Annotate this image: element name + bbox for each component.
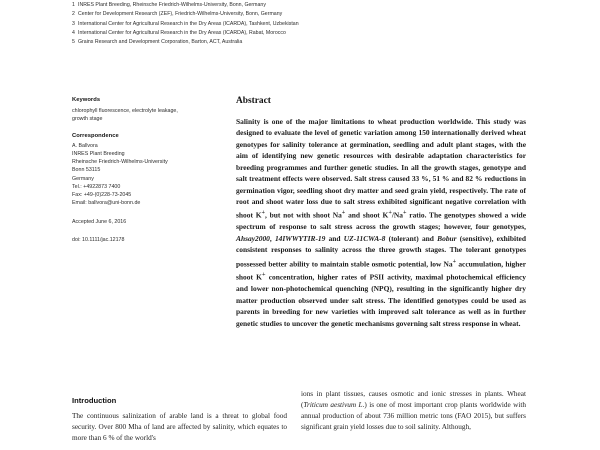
introduction-text-part: ) is one of most important crop plants worldwide with annual production of about 736 million metric tons (FAO 2015), but suffers significant grain yield losses due to soil salinity. Although, — [301, 401, 526, 432]
genotype-name: UZ-11CWA-8 — [343, 233, 386, 243]
affiliation-text: Grains Research and Development Corporation, Barton, ACT, Australia — [78, 39, 243, 46]
genotype-name: Bobur — [437, 233, 457, 243]
correspondence-email[interactable]: Email: ballvora@uni-bonn.de — [72, 199, 141, 206]
abstract-text-part: /Na — [391, 210, 403, 220]
affiliation-item — [72, 38, 542, 47]
abstract-text-part: and — [325, 233, 344, 243]
correspondence-block — [72, 132, 194, 207]
correspondence-author: A. Ballvora — [72, 143, 98, 150]
introduction-text-part: ions in plant tissues, causes osmotic and ionic stresses in plants. Wheat ( — [301, 390, 526, 410]
abstract-text-part: (sensitive), exhibited consistent responses to salinity across the three growth stages. The tolerant genotypes possessed better ability to maintain stable osmotic potential, low Na — [236, 233, 526, 269]
superscript-plus: + — [403, 209, 407, 217]
abstract-text-part: concentration, higher rates of PSII activity, maximal photochemical efficiency and lower non-photochemical quenching (NPQ), resulting in the significantly higher dry matter production observed under salt stress. The identified genotypes could be used as parents in breeding for new varieties with improved salt tolerance as well as in further genetic studies to uncover the genetic mechanisms governing salt stress response in wheat. — [236, 272, 527, 328]
correspondence-fax: Fax: +49-(0)228-73-2045 — [72, 191, 132, 198]
introduction-column-right — [301, 389, 526, 433]
abstract-heading: Abstract — [236, 96, 271, 106]
abstract-text-part: and shoot K — [345, 210, 389, 220]
species-name: Triticum aestivum L. — [303, 401, 365, 410]
affiliation-text: International Center for Agricultural Research in the Dry Areas (ICARDA), Tashkent, Uzbekistan — [78, 20, 299, 27]
affiliation-item — [72, 29, 542, 38]
affiliation-number: 3 — [72, 20, 75, 27]
abstract-body — [236, 116, 526, 329]
affiliation-item — [72, 1, 542, 10]
affiliations-list — [72, 1, 542, 48]
affiliation-text: International Center for Agricultural Research in the Dry Areas (ICARDA), Rabat, Morocco — [78, 30, 286, 37]
affiliation-number: 2 — [72, 11, 75, 18]
affiliation-item — [72, 20, 542, 29]
introduction-text-left: The continuous salinization of arable land is a threat to global food security. Over 800 Mha of land are affected by salinity, which equates to more than 6 % of the world's — [72, 412, 287, 443]
superscript-plus: + — [261, 209, 266, 217]
abstract-text-part: Salinity is one of the major limitations to wheat production worldwide. This study was designed to evaluate the level of genetic variation among 150 internationally derived wheat genotypes for salinity tolerance at germination, seedling and adult plant stages, with the aim of identifying new genetic resources with desirable adaptation characteristics for breeding programmes and further genetic studies. In all the growth stages, genotype and salt treatment effects were observed. Salt stress caused 33 %, 51 % and 82 % reductions in germination vigor, seedling shoot dry matter and seed grain yield, respectively. The rate of root and shoot water loss due to salt stress exhibited significant negative correlation with shoot K — [236, 117, 526, 220]
abstract-text-part: , but not with shoot Na — [265, 210, 342, 220]
keywords-block — [72, 96, 194, 123]
abstract-text-part: , — [269, 233, 275, 243]
affiliation-text: INRES Plant Breeding, Rheinsche Friedrich-Wilhelms-University, Bonn, Germany — [78, 2, 266, 8]
abstract-text-part: accumulation, higher shoot K — [236, 259, 526, 282]
correspondence-department: INRES Plant Breeding — [72, 151, 125, 158]
superscript-plus: + — [261, 271, 266, 279]
genotype-name: Ahsay2000 — [236, 233, 270, 243]
introduction-column-left — [72, 411, 287, 444]
correspondence-tel: Tel.: +4922873 7400 — [72, 183, 121, 190]
affiliation-number: 5 — [72, 39, 75, 46]
abstract-text-part: (tolerant) and — [385, 233, 438, 243]
affiliation-number: 4 — [72, 30, 75, 37]
correspondence-institution: Rheinsche Friedrich-Wilhelms-University — [72, 159, 168, 166]
correspondence-heading: Correspondence — [72, 132, 119, 139]
keywords-heading: Keywords — [72, 97, 101, 103]
abstract-text-part: ratio. The genotypes showed a wide spectrum of response to salt stress across the growth stages; however, four genotypes, — [236, 210, 526, 232]
abstract-section — [236, 96, 526, 329]
superscript-plus: + — [388, 209, 392, 217]
introduction-text-right — [301, 389, 526, 433]
article-metadata-sidebar — [72, 96, 194, 244]
accepted-date: Accepted June 6, 2016 — [72, 218, 127, 225]
affiliation-text: Center for Development Research (ZEF), Friedrich-Wilhelms-University, Bonn, Germany — [78, 11, 283, 18]
keywords-text: chlorophyll fluorescence, electrolyte leakage, growth stage — [72, 107, 178, 122]
introduction-heading: Introduction — [72, 396, 117, 405]
genotype-name: 14IWWYTIR-19 — [274, 233, 326, 243]
affiliation-item — [72, 10, 542, 19]
superscript-plus: + — [452, 257, 457, 265]
superscript-plus: + — [341, 209, 346, 217]
correspondence-country: Germany — [72, 175, 94, 182]
affiliation-number: 1 — [72, 2, 75, 8]
correspondence-city: Bonn 53115 — [72, 167, 101, 174]
doi-text[interactable]: doi: 10.1111/jac.12178 — [72, 237, 125, 244]
